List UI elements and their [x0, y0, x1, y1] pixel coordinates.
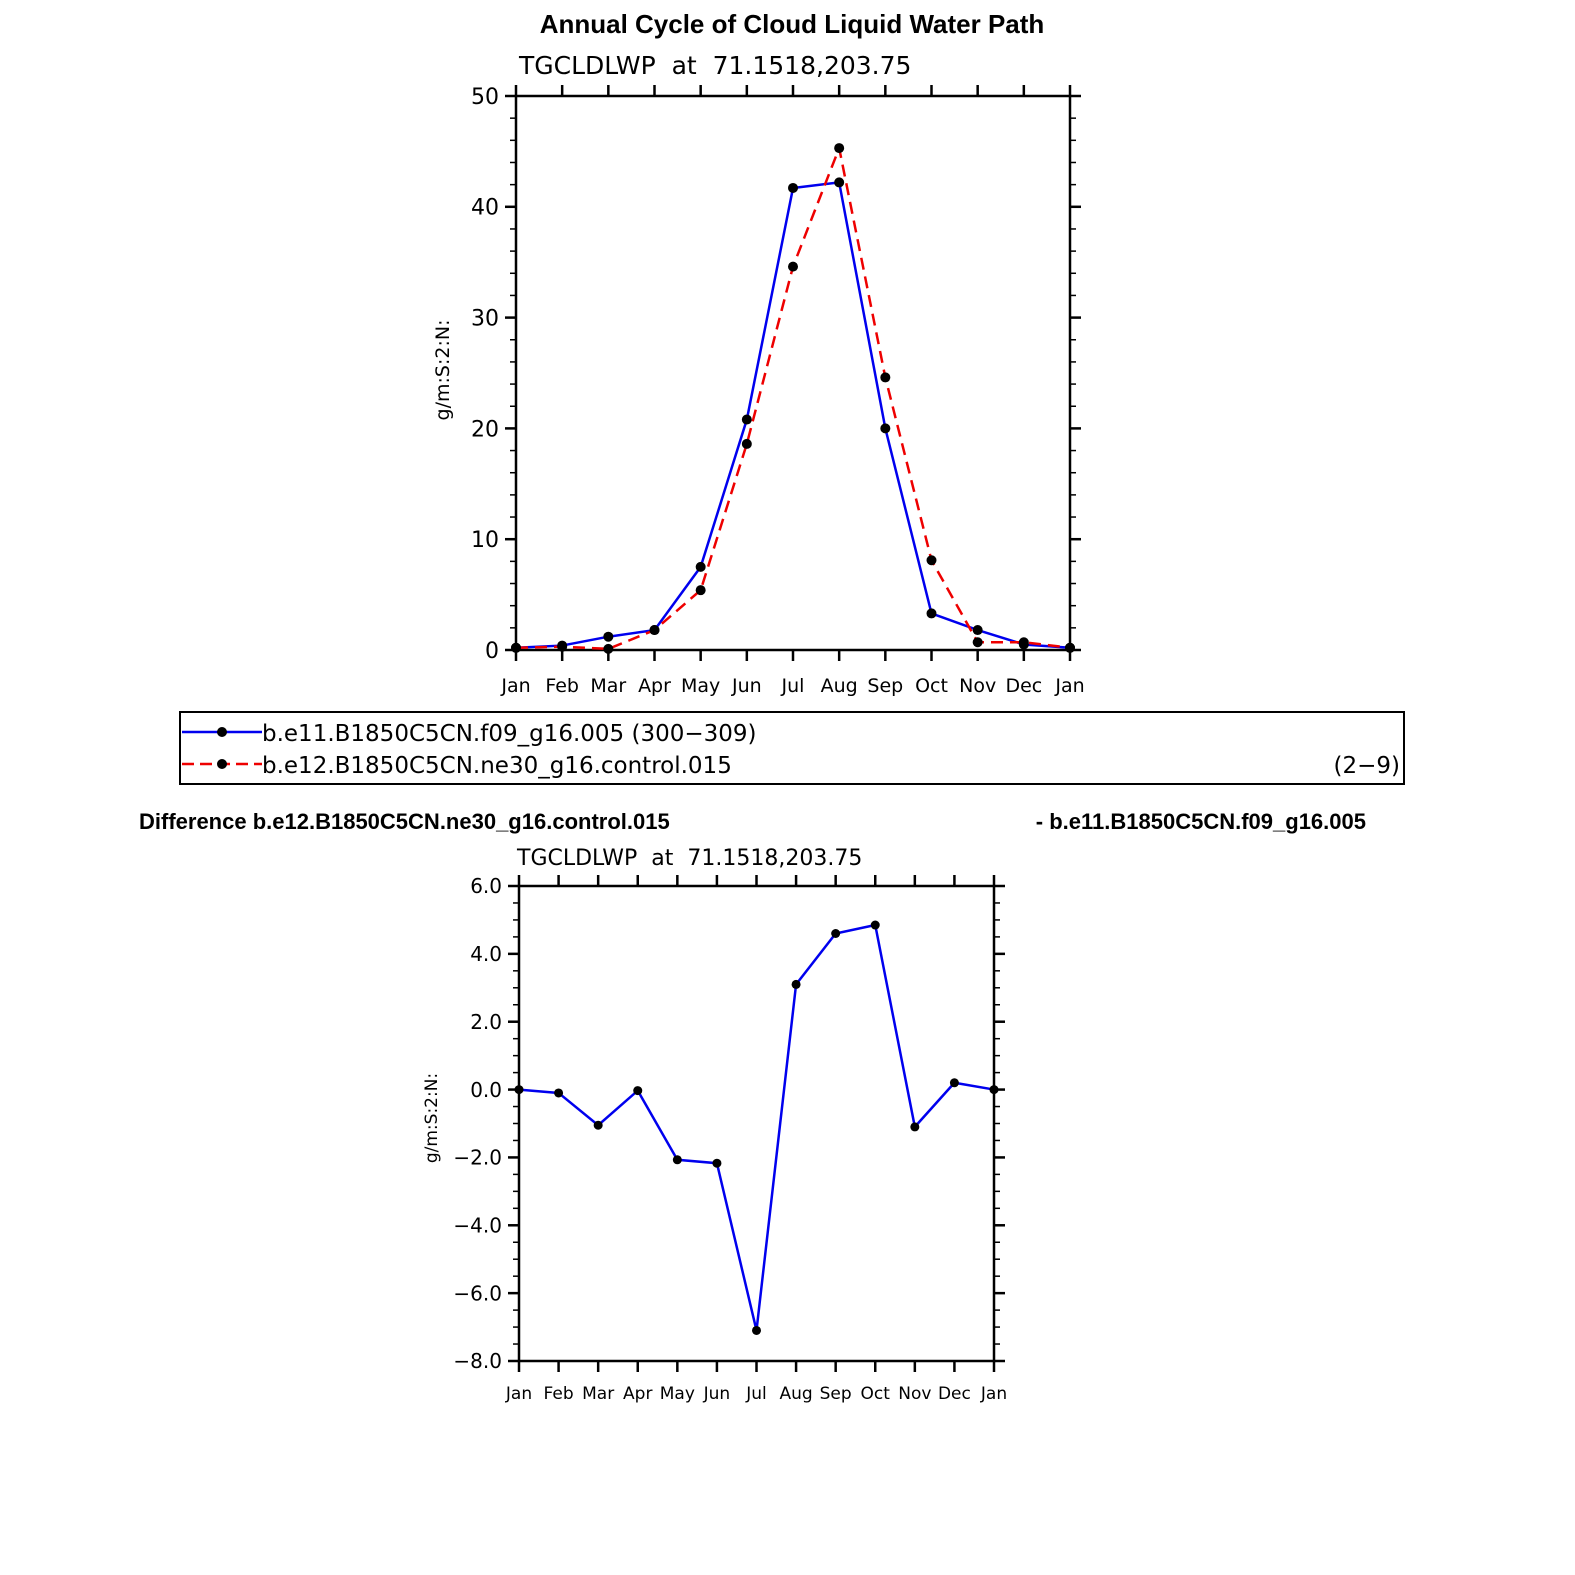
bottom-xtick-label: Jul: [746, 1384, 767, 1404]
bottom-point: [910, 1122, 919, 1131]
top-point: [973, 625, 983, 635]
bottom-point: [633, 1086, 642, 1095]
bottom-xtick-label: Jan: [980, 1384, 1008, 1404]
bottom-xtick-label: Jun: [703, 1384, 731, 1404]
top-xtick-label: Aug: [820, 675, 858, 697]
top-xtick-label: Nov: [959, 675, 997, 697]
bottom-xtick-label: Oct: [860, 1384, 890, 1404]
bottom-point: [752, 1326, 761, 1335]
bottom-xtick-label: Aug: [779, 1384, 813, 1404]
difference-heading-left: [139, 809, 670, 834]
bottom-xtick-label: Apr: [623, 1384, 653, 1404]
top-point: [742, 415, 752, 425]
top-point: [1065, 643, 1075, 653]
top-point: [557, 642, 567, 652]
bottom-point: [515, 1085, 524, 1094]
legend-item-2-label: b.e12.B1850C5CN.ne30_g16.control.015: [262, 753, 732, 779]
top-xtick-label: Jun: [731, 675, 762, 697]
bottom-ytick-label: 0.0: [470, 1077, 502, 1102]
bottom-xtick-label: Feb: [543, 1384, 574, 1404]
legend: [180, 712, 1404, 784]
bottom-xtick-label: Dec: [937, 1384, 971, 1404]
top-xtick-label: Jan: [1055, 675, 1085, 697]
bottom-series-line-1: [519, 925, 994, 1330]
top-point: [788, 262, 798, 272]
difference-chart: [422, 846, 1007, 1404]
top-chart-ylabel: g/m:S:2:N:: [432, 319, 454, 421]
bottom-chart-subtitle: TGCLDLWP at 71.1518,203.75: [517, 846, 863, 871]
bottom-ytick-label: 6.0: [470, 874, 502, 899]
top-ytick-label: 20: [471, 417, 499, 443]
top-ytick-label: 50: [471, 84, 499, 110]
bottom-point: [990, 1085, 999, 1094]
top-point: [1019, 637, 1029, 647]
top-chart-subtitle: TGCLDLWP at 71.1518,203.75: [519, 51, 912, 80]
top-xtick-label: Mar: [590, 675, 627, 697]
top-ytick-label: 0: [485, 638, 499, 664]
top-ytick-label: 30: [471, 306, 499, 332]
bottom-point: [871, 921, 880, 930]
bottom-xtick-label: Jan: [505, 1384, 533, 1404]
bottom-ytick-label: −6.0: [453, 1281, 502, 1306]
bottom-chart-ylabel: g/m:S:2:N:: [422, 1072, 442, 1164]
top-xtick-label: Jan: [501, 675, 531, 697]
top-point: [788, 183, 798, 193]
top-point: [603, 632, 613, 642]
top-point: [973, 637, 983, 647]
top-series-line-2: [516, 148, 1070, 649]
top-xtick-label: Jul: [781, 675, 805, 697]
top-point: [603, 644, 613, 654]
bottom-xtick-label: Sep: [819, 1384, 852, 1404]
bottom-point: [554, 1088, 563, 1097]
legend-marker-2: [217, 759, 227, 769]
bottom-xtick-label: May: [659, 1384, 695, 1404]
top-series-line-1: [516, 182, 1070, 647]
legend-item-1-label: b.e11.B1850C5CN.f09_g16.005 (300−309): [262, 721, 757, 747]
top-ytick-label: 40: [471, 195, 499, 221]
bottom-point: [792, 980, 801, 989]
top-xtick-label: May: [681, 675, 721, 697]
top-point: [834, 143, 844, 153]
legend-item-2-suffix: (2−9): [1333, 753, 1400, 779]
difference-case-b: - b.e11.B1850C5CN.f09_g16.005: [1035, 809, 1366, 834]
bottom-point: [673, 1155, 682, 1164]
bottom-point: [831, 929, 840, 938]
bottom-ytick-label: −8.0: [453, 1349, 502, 1374]
top-point: [834, 177, 844, 187]
bottom-ytick-label: 4.0: [470, 942, 502, 967]
top-point: [880, 423, 890, 433]
top-point: [880, 372, 890, 382]
top-point: [696, 562, 706, 572]
top-point: [742, 439, 752, 449]
figure-title: Annual Cycle of Cloud Liquid Water Path: [539, 9, 1045, 39]
top-xtick-label: Apr: [638, 675, 671, 697]
bottom-ytick-label: 2.0: [470, 1009, 502, 1034]
top-point: [927, 608, 937, 618]
top-xtick-label: Sep: [867, 675, 904, 697]
bottom-ytick-label: −2.0: [453, 1145, 502, 1170]
bottom-point: [594, 1121, 603, 1130]
top-point: [650, 625, 660, 635]
top-ytick-label: 10: [471, 528, 499, 554]
bottom-point: [712, 1159, 721, 1168]
top-plot-frame: [516, 96, 1070, 650]
difference-prefix: Difference: [139, 809, 247, 834]
legend-marker-1: [217, 727, 227, 737]
top-point: [927, 555, 937, 565]
bottom-plot-frame: [519, 886, 994, 1361]
top-xtick-label: Dec: [1005, 675, 1043, 697]
top-point: [696, 585, 706, 595]
bottom-xtick-label: Nov: [898, 1384, 932, 1404]
top-xtick-label: Feb: [545, 675, 579, 697]
top-xtick-label: Oct: [915, 675, 948, 697]
top-point: [511, 643, 521, 653]
bottom-point: [950, 1078, 959, 1087]
bottom-ytick-label: −4.0: [453, 1213, 502, 1238]
difference-case-a: b.e12.B1850C5CN.ne30_g16.control.015: [252, 809, 670, 834]
annual-cycle-chart: [432, 51, 1085, 697]
bottom-xtick-label: Mar: [582, 1384, 615, 1404]
